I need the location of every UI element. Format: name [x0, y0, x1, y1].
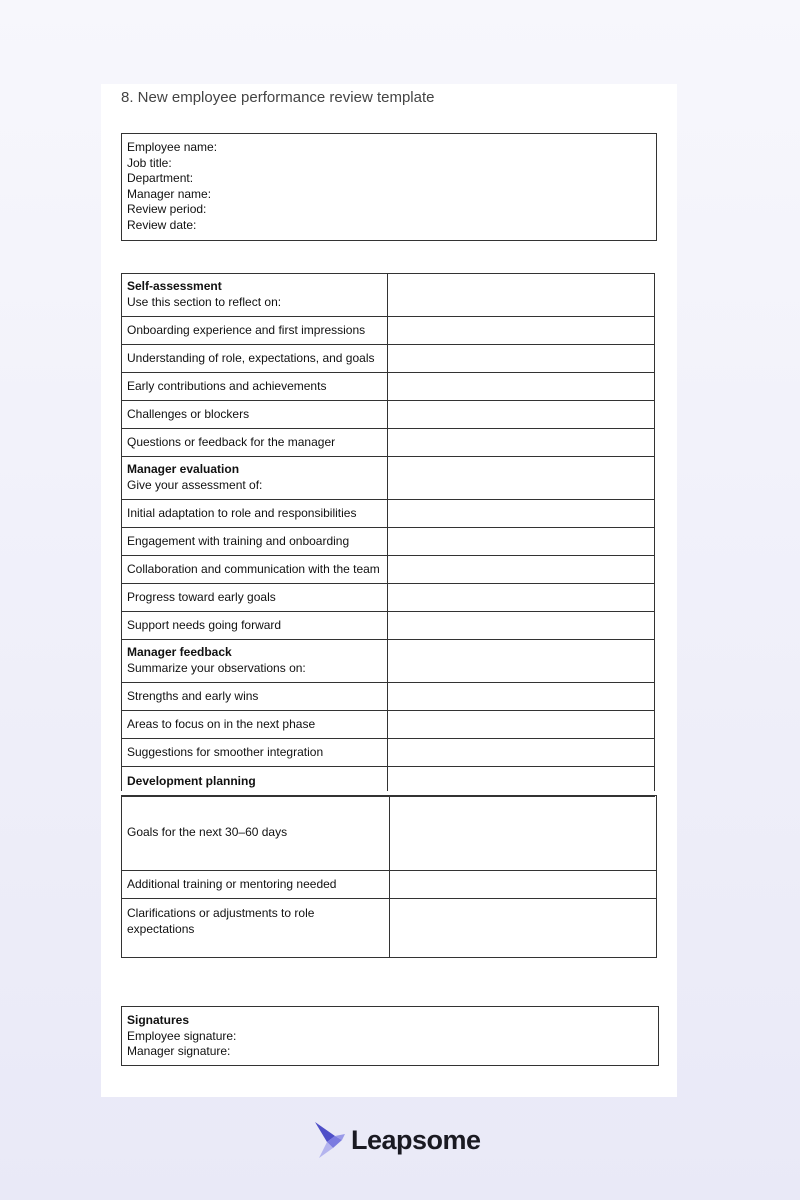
info-field: Department:: [127, 171, 194, 186]
section-subtitle: Summarize your observations on:: [127, 661, 306, 675]
review-table: [121, 273, 655, 797]
info-field: Job title:: [127, 155, 172, 170]
table-row: Strengths and early wins: [122, 683, 655, 711]
table-row: Early contributions and achievements: [122, 373, 655, 401]
employee-info-box: [121, 133, 657, 241]
info-field: Review date:: [127, 217, 197, 232]
section-heading: Self-assessment: [127, 279, 222, 294]
signature-field: Manager signature:: [127, 1044, 231, 1059]
response-cell[interactable]: [388, 429, 655, 457]
response-cell[interactable]: [388, 739, 655, 767]
response-cell[interactable]: [388, 401, 655, 429]
response-cell[interactable]: [388, 556, 655, 584]
table-row: Additional training or mentoring needed: [122, 871, 657, 899]
table-row: Challenges or blockers: [122, 401, 655, 429]
response-cell[interactable]: [388, 345, 655, 373]
response-cell[interactable]: [390, 899, 657, 958]
section-header-row: [122, 457, 655, 500]
leapsome-bird-icon: [315, 1122, 345, 1158]
table-row: Progress toward early goals: [122, 584, 655, 612]
response-cell[interactable]: [388, 500, 655, 528]
table-row: Support needs going forward: [122, 612, 655, 640]
table-row: Collaboration and communication with the team: [122, 556, 655, 584]
table-row: Areas to focus on in the next phase: [122, 711, 655, 739]
section-subtitle: Use this section to reflect on:: [127, 295, 282, 309]
table-row: Suggestions for smoother integration: [122, 739, 655, 767]
table-row: Understanding of role, expectations, and goals: [122, 345, 655, 373]
response-cell[interactable]: [388, 711, 655, 739]
response-cell[interactable]: [390, 871, 657, 899]
info-field: Manager name:: [127, 186, 212, 201]
table-row: Engagement with training and onboarding: [122, 528, 655, 556]
info-field: Review period:: [127, 202, 207, 217]
signatures-heading: Signatures: [127, 1013, 190, 1027]
section-heading: Development planning: [127, 773, 256, 788]
response-cell[interactable]: [388, 683, 655, 711]
section-subtitle: Give your assessment of:: [127, 478, 263, 492]
table-row: Questions or feedback for the manager: [122, 429, 655, 457]
table-row: Onboarding experience and first impressions: [122, 317, 655, 345]
signature-field: Employee signature:: [127, 1028, 237, 1043]
response-cell[interactable]: [388, 640, 655, 683]
response-cell[interactable]: [388, 584, 655, 612]
section-header-row: [122, 640, 655, 683]
response-cell[interactable]: [390, 796, 657, 871]
table-row: Initial adaptation to role and responsibilities: [122, 500, 655, 528]
response-cell[interactable]: [388, 612, 655, 640]
leapsome-logo: Leapsome: [315, 1122, 481, 1158]
signatures-box: [121, 1006, 659, 1066]
section-header-row: [122, 274, 655, 317]
table-row: Goals for the next 30–60 days: [122, 796, 657, 871]
table-row: Clarifications or adjustments to role expectations: [122, 899, 657, 958]
response-cell[interactable]: [388, 317, 655, 345]
section-heading: Manager feedback: [127, 645, 232, 660]
response-cell[interactable]: [388, 274, 655, 317]
page-title: 8. New employee performance review template: [121, 89, 435, 106]
section-heading: Manager evaluation: [127, 462, 240, 477]
response-cell[interactable]: [388, 373, 655, 401]
response-cell[interactable]: [388, 528, 655, 556]
response-cell[interactable]: [388, 457, 655, 500]
development-table: [121, 795, 657, 958]
info-field: Employee name:: [127, 140, 218, 154]
